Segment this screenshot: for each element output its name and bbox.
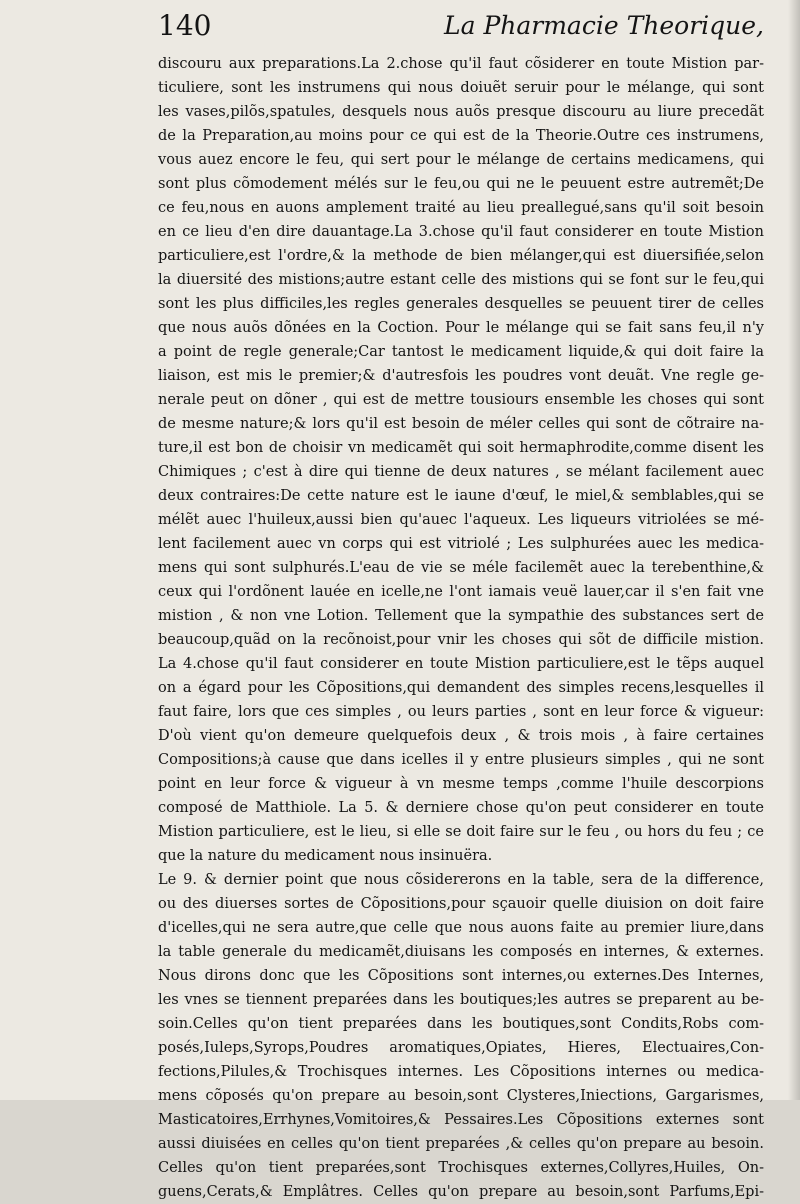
text-line: de la Preparation,au moins pour ce qui est de la Theorie.Outre ces instrumens, [158,128,764,144]
text-line: vous auez encore le feu, qui sert pour le mélange de certains medicamens, qui [158,152,764,168]
text-line: Masticatoires,Errhynes,Vomitoires,& Pessaires.Les Cõpositions externes sont [158,1112,764,1128]
text-line: sont plus cõmodement mélés sur le feu,ou qui ne le peuuent estre autremẽt;De [158,176,764,192]
text-line: Mistion particuliere, est le lieu, si elle se doit faire sur le feu , ou hors du feu ; ce [158,824,764,840]
text-line: les vases,pilõs,spatules, desquels nous auõs presque discouru au liure precedãt [158,104,764,120]
text-line: point en leur force & vigueur à vn mesme temps ,comme l'huile descorpions [158,776,764,792]
text-line: mens qui sont sulphurés.L'eau de vie se méle facilemẽt auec la terebenthine,& [158,560,764,576]
text-line: particuliere,est l'ordre,& la methode de bien mélanger,qui est diuersifiée,selon [158,248,764,264]
page-header [158,10,764,48]
text-line: a point de regle generale;Car tantost le medicament liquide,& qui doit faire la [158,344,764,360]
text-line: mélẽt auec l'huileux,aussi bien qu'auec l'aqueux. Les liqueurs vitriolées se mé- [158,512,764,528]
text-line: Nous dirons donc que les Cõpositions sont internes,ou externes.Des Internes, [158,968,764,984]
text-line: ceux qui l'ordõnent lauée en icelle,ne l'ont iamais veuë lauer,car il s'en fait vne [158,584,764,600]
text-line: composé de Matthiole. La 5. & derniere chose qu'on peut considerer en toute [158,800,764,816]
text-line: guens,Cerats,& Emplâtres. Celles qu'on prepare au besoin,sont Parfums,Epi- [158,1184,764,1200]
body-text [158,52,764,1204]
text-line: fections,Pilules,& Trochisques internes. Les Cõpositions internes ou medica- [158,1064,764,1080]
text-line: D'où vient qu'on demeure quelquefois deux , & trois mois , à faire certaines [158,728,764,744]
text-line: que nous auõs dõnées en la Coction. Pour le mélange qui se fait sans feu,il n'y [158,320,764,336]
text-line: de mesme nature;& lors qu'il est besoin de méler celles qui sont de cõtraire na- [158,416,764,432]
text-line: posés,Iuleps,Syrops,Poudres aromatiques,Opiates, Hieres, Electuaires,Con- [158,1040,764,1056]
text-line: ce feu,nous en auons amplement traité au lieu preallegué,sans qu'il soit besoin [158,200,764,216]
text-line: d'icelles,qui ne sera autre,que celle que nous auons faite au premier liure,dans [158,920,764,936]
running-title: La Pharmacie Theorique, [444,11,764,40]
text-line: on a égard pour les Cõpositions,qui demandent des simples recens,lesquelles il [158,680,764,696]
text-line: la diuersité des mistions;autre estant celle des mistions qui se font sur le feu,qui [158,272,764,288]
page-number: 140 [158,9,212,42]
text-line: mistion , & non vne Lotion. Tellement que la sympathie des substances sert de [158,608,764,624]
text-line: lent facilement auec vn corps qui est vitriolé ; Les sulphurées auec les medica- [158,536,764,552]
text-line: faut faire, lors que ces simples , ou leurs parties , sont en leur force & vigueur: [158,704,764,720]
text-line: discouru aux preparations.La 2.chose qu'il faut cõsiderer en toute Mistion par- [158,56,764,72]
text-line: mens cõposés qu'on prepare au besoin,sont Clysteres,Iniections, Gargarismes, [158,1088,764,1104]
text-line: ticuliere, sont les instrumens qui nous doiuẽt seruir pour le mélange, qui sont [158,80,764,96]
text-line: beaucoup,quãd on la recõnoist,pour vnir les choses qui sõt de difficile mistion. [158,632,764,648]
text-line: en ce lieu d'en dire dauantage.La 3.chose qu'il faut considerer en toute Mistion [158,224,764,240]
text-line: ture,il est bon de choisir vn medicamẽt qui soit hermaphrodite,comme disent les [158,440,764,456]
text-line: Compositions;à cause que dans icelles il y entre plusieurs simples , qui ne sont [158,752,764,768]
text-line: la table generale du medicamẽt,diuisans les composés en internes, & externes. [158,944,764,960]
text-line: aussi diuisées en celles qu'on tient preparées ,& celles qu'on prepare au besoin. [158,1136,764,1152]
text-line: que la nature du medicament nous insinuëra. [158,848,493,864]
text-line: Chimiques ; c'est à dire qui tienne de deux natures , se mélant facilement auec [158,464,764,480]
text-line: liaison, est mis le premier;& d'autresfois les poudres vont deuãt. Vne regle ge- [158,368,764,384]
text-line: soin.Celles qu'on tient preparées dans les boutiques,sont Condits,Robs com- [158,1016,764,1032]
text-line: ou des diuerses sortes de Cõpositions,pour sçauoir quelle diuision on doit faire [158,896,764,912]
page-edge-shadow [788,0,800,1100]
text-line: les vnes se tiennent preparées dans les boutiques;les autres se preparent au be- [158,992,764,1008]
text-line: Celles qu'on tient preparées,sont Trochisques externes,Collyres,Huiles, On- [158,1160,764,1176]
text-line: Le 9. & dernier point que nous cõsidererons en la table, sera de la difference, [158,872,764,888]
text-line: nerale peut on dõner , qui est de mettre tousiours ensemble les choses qui sont [158,392,764,408]
text-line: sont les plus difficiles,les regles generales desquelles se peuuent tirer de celles [158,296,764,312]
text-line: deux contraires:De cette nature est le iaune d'œuf, le miel,& semblables,qui se [158,488,764,504]
text-line: La 4.chose qu'il faut considerer en toute Mistion particuliere,est le tẽps auquel [158,656,764,672]
